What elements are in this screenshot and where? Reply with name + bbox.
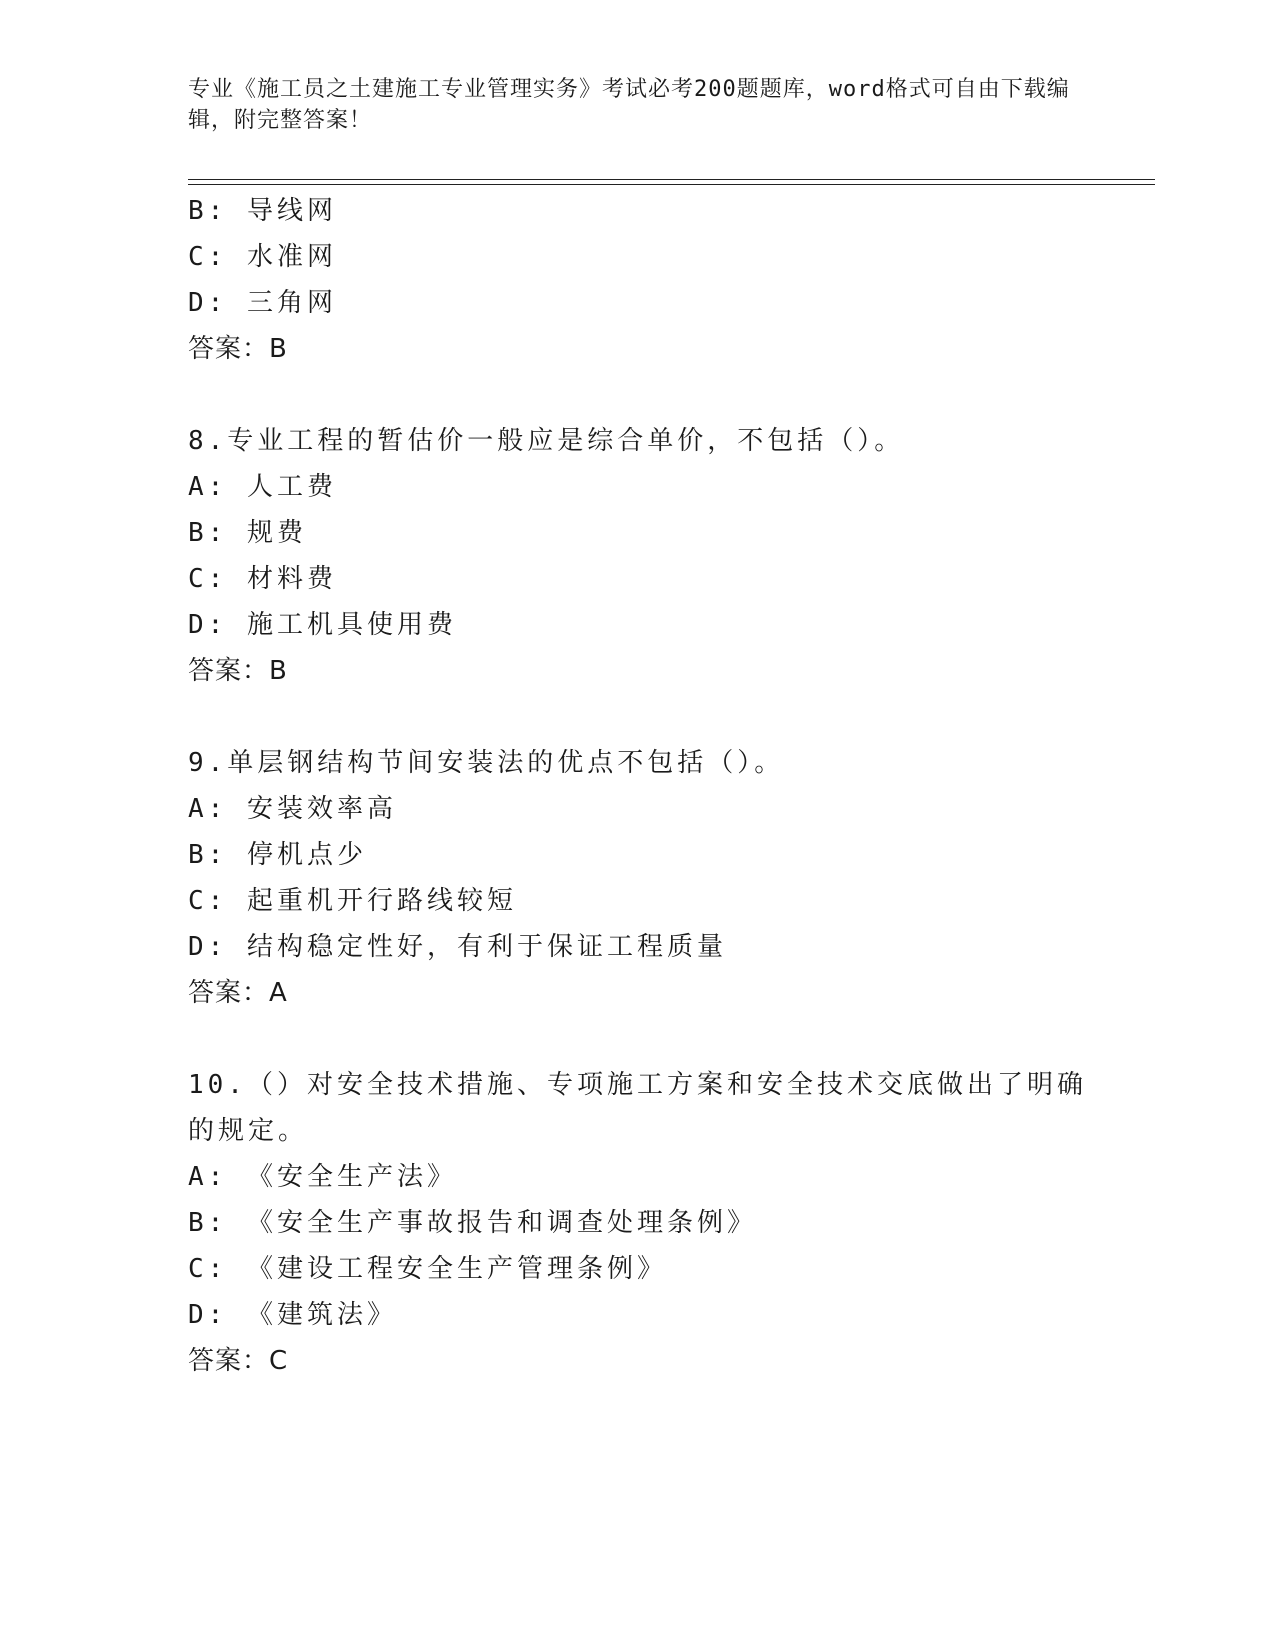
option-b: B: 导线网 [188,196,337,226]
question-9 [188,740,1088,1016]
option-b: B: 规费 [188,518,307,548]
option-c: C: 水准网 [188,242,337,272]
option-a: A: 《安全生产法》 [188,1162,457,1192]
option-c: C: 《建设工程安全生产管理条例》 [188,1254,667,1284]
question-text: 10.（）对安全技术措施、专项施工方案和安全技术交底做出了明确的规定。 [188,1070,1087,1146]
header-rule-bottom [188,184,1155,185]
question-text: 8.专业工程的暂估价一般应是综合单价，不包括（）。 [188,426,905,456]
question-10 [188,1062,1088,1384]
option-d: D: 三角网 [188,288,337,318]
question-text: 9.单层钢结构节间安装法的优点不包括（）。 [188,748,785,778]
header-rule-top [188,179,1155,180]
question-8 [188,418,1088,694]
answer: 答案：A [188,978,288,1008]
question-list [188,188,1088,1384]
answer: 答案：B [188,334,288,364]
option-b: B: 《安全生产事故报告和调查处理条例》 [188,1208,757,1238]
answer: 答案：B [188,656,288,686]
option-a: A: 安装效率高 [188,794,397,824]
option-d: D: 《建筑法》 [188,1300,397,1330]
document-title: 专业《施工员之土建施工专业管理实务》考试必考200题题库，word格式可自由下载编辑，附完整答案！ [188,77,1070,133]
option-c: C: 材料费 [188,564,337,594]
option-d: D: 结构稳定性好，有利于保证工程质量 [188,932,727,962]
question-fragment [188,188,1088,372]
answer: 答案：C [188,1346,289,1376]
option-a: A: 人工费 [188,472,337,502]
option-b: B: 停机点少 [188,840,367,870]
option-c: C: 起重机开行路线较短 [188,886,517,916]
option-d: D: 施工机具使用费 [188,610,457,640]
